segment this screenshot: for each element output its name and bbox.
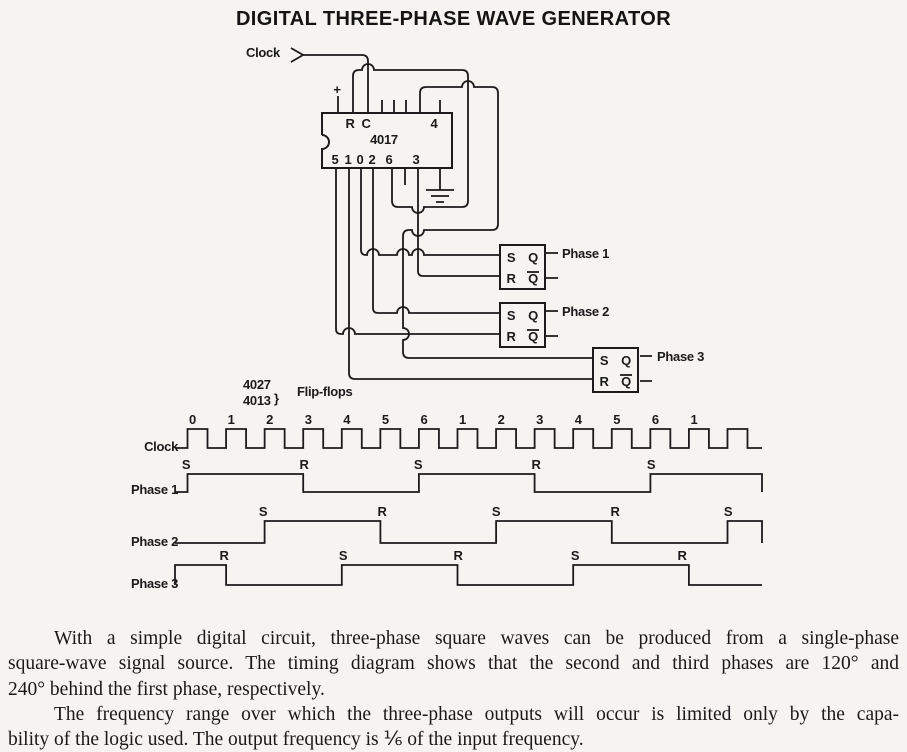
clock-count-number: 4 (574, 412, 582, 427)
clock-count-number: 0 (189, 412, 196, 427)
part-4013-label: 4013 (243, 393, 271, 408)
set-reset-letter: S (723, 504, 733, 519)
caption-line: bility of the logic used. The output frequency is ⅙ of the input frequency. (8, 729, 584, 751)
phase1-output-label: Phase 1 (562, 246, 610, 261)
phase3-output-label: Phase 3 (657, 349, 705, 364)
waveform-clock (175, 429, 762, 448)
ic-4017 (322, 82, 452, 168)
circuit-wires (291, 48, 652, 381)
ic-pin-c-label: C (361, 116, 371, 131)
wire-output1-to-ff3-r (349, 169, 593, 379)
ff3-r-label: R (599, 374, 609, 389)
caption-text (8, 626, 899, 752)
set-reset-letter: R (531, 457, 541, 472)
ic-pin-0-label: 0 (356, 152, 364, 167)
page-title: DIGITAL THREE-PHASE WAVE GENERATOR (235, 8, 672, 30)
unconnected-pin-stubs-top (382, 100, 440, 114)
clock-count-number: 5 (381, 412, 389, 427)
set-reset-letter: R (453, 548, 463, 563)
ff1-qbar-label: Q (528, 271, 538, 286)
ff1-r-label: R (506, 271, 516, 286)
ic-pin-5-label: 5 (331, 152, 339, 167)
ff2-qbar-label: Q (528, 329, 538, 344)
clock-count-number: 2 (497, 412, 505, 427)
clock-count-number: 5 (613, 412, 621, 427)
ic-pin-r-label: R (345, 116, 355, 131)
brace-glyph: } (274, 391, 279, 406)
ff3-qbar-label: Q (621, 374, 631, 389)
ic-power-label: + (333, 82, 341, 97)
row-label: Phase 3 (130, 576, 178, 591)
set-reset-letter: S (491, 504, 501, 519)
set-reset-letter: R (377, 504, 387, 519)
caption-line: square-wave signal source. The timing diagram shows that the second and third phases are 120° and (8, 653, 899, 675)
timing-diagram (131, 412, 762, 591)
caption-line: With a simple digital circuit, three-phase square waves can be produced from a single-phase (54, 628, 899, 649)
ff1-s-label: S (506, 250, 516, 265)
clock-count-number: 1 (690, 412, 698, 427)
row-label: Phase 1 (130, 482, 178, 497)
clock-count-number: 1 (227, 412, 235, 427)
flipflop-3 (593, 348, 704, 392)
clock-count-number: 6 (651, 412, 659, 427)
ff3-q-label: Q (621, 353, 631, 368)
ic-pin-1-label: 1 (344, 152, 352, 167)
set-reset-letter: R (299, 457, 309, 472)
wire-output3-to-ff1-r (418, 169, 500, 276)
row-label: Clock (144, 439, 178, 454)
clock-input-label: Clock (246, 45, 280, 60)
set-reset-letter: S (258, 504, 268, 519)
clock-count-number: 4 (343, 412, 351, 427)
waveform-phase-3 (175, 565, 762, 585)
set-reset-letter: S (646, 457, 656, 472)
clock-input-arrow-icon (291, 48, 303, 62)
phase2-output-label: Phase 2 (562, 304, 610, 319)
set-reset-letter: R (610, 504, 620, 519)
wire-output0-to-ff1-s (361, 169, 500, 255)
flipflop-1 (500, 245, 609, 289)
caption-line: The frequency range over which the three-phase outputs will occur is limited only by the capa- (54, 703, 899, 725)
flipflop-2 (500, 303, 609, 347)
clock-count-number: 3 (304, 412, 312, 427)
ff2-s-label: S (506, 308, 516, 323)
ground-icon (426, 169, 454, 202)
ic-pin-6-label: 6 (385, 152, 393, 167)
set-reset-letter: S (181, 457, 191, 472)
set-reset-letter: S (338, 548, 348, 563)
ic-pin-2-label: 2 (368, 152, 376, 167)
part-4027-label: 4027 (243, 377, 271, 392)
clock-count-number: 2 (266, 412, 274, 427)
ic-pin-4-label: 4 (430, 116, 438, 131)
flipflops-caption: Flip-flops (297, 384, 353, 399)
ff2-r-label: R (506, 329, 516, 344)
ff2-q-label: Q (528, 308, 538, 323)
waveform-phase-2 (175, 521, 762, 543)
set-reset-letter: S (570, 548, 580, 563)
set-reset-letter: R (677, 548, 687, 563)
row-label: Phase 2 (130, 534, 178, 549)
ic-pin-3-label: 3 (412, 152, 420, 167)
ff3-s-label: S (599, 353, 609, 368)
clock-count-number: 1 (459, 412, 466, 427)
clock-count-number: 6 (420, 412, 428, 427)
set-reset-letter: R (219, 548, 229, 563)
flipflop-part-numbers (243, 377, 353, 408)
ff1-q-label: Q (528, 250, 538, 265)
waveform-phase-1 (175, 474, 762, 492)
clock-count-number: 3 (536, 412, 544, 427)
ic-part-number: 4017 (370, 132, 398, 147)
caption-line: 240° behind the first phase, respectively. (8, 678, 325, 700)
set-reset-letter: S (413, 457, 423, 472)
